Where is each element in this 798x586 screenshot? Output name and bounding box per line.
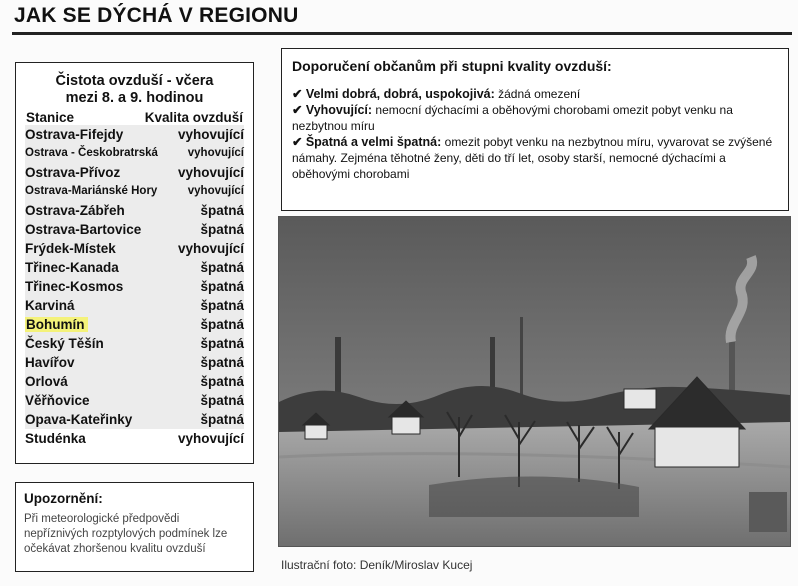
station-name: Karviná: [25, 296, 171, 315]
station-name: Věřňovice: [25, 391, 171, 410]
station-name: Třinec-Kanada: [25, 258, 171, 277]
quality-value: špatná: [171, 353, 244, 372]
col-quality-header: Kvalita ovzduší: [144, 110, 243, 125]
air-quality-box: [15, 62, 254, 464]
warning-box: [15, 482, 254, 572]
table-row: [25, 353, 244, 372]
station-name-highlighted: [25, 315, 171, 334]
station-name: Ostrava-Přívoz: [25, 163, 171, 182]
check-icon: ✔: [292, 103, 303, 117]
table-row: [25, 296, 244, 315]
table-row: [25, 125, 244, 144]
warning-text: Při meteorologické předpovědi nepříznivých rozptylových podmínek lze očekávat zhoršenou kvalitu ovzduší: [24, 513, 228, 555]
recommendation-title: Doporučení občanům při stupni kvality ovzduší:: [292, 58, 612, 74]
quality-value: vyhovující: [171, 163, 244, 182]
quality-value: špatná: [171, 277, 244, 296]
air-quality-title-line2: mezi 8. a 9. hodinou: [65, 90, 204, 106]
photo-credit: Ilustrační foto: Deník/Miroslav Kucej: [281, 558, 473, 572]
station-name: Třinec-Kosmos: [25, 277, 171, 296]
quality-value: špatná: [171, 334, 244, 353]
table-row: [25, 239, 244, 258]
quality-value: špatná: [171, 391, 244, 410]
recommendation-item: [292, 86, 774, 102]
air-quality-title-line1: Čistota ovzduší - včera: [55, 73, 214, 89]
air-quality-table: [25, 125, 244, 448]
quality-value: špatná: [171, 220, 244, 239]
table-row: [25, 182, 244, 201]
table-row: [25, 277, 244, 296]
col-station-header: Stanice: [26, 110, 75, 125]
table-row: [25, 372, 244, 391]
quality-value: špatná: [171, 201, 244, 220]
table-row: [25, 410, 244, 429]
quality-value: vyhovující: [177, 430, 244, 446]
station-name: Ostrava - Českobratrská: [25, 144, 171, 163]
table-header: [16, 110, 253, 125]
table-row: [25, 429, 244, 448]
warning-title: Upozornění:: [24, 491, 103, 506]
recommendation-text: žádná omezení: [498, 87, 581, 101]
recommendation-box: [281, 48, 789, 211]
highlighted-station: Bohumín: [25, 317, 88, 332]
air-quality-title: [16, 73, 253, 107]
table-row: [25, 163, 244, 182]
table-row: [25, 315, 244, 334]
station-name: Opava-Kateřinky: [25, 410, 171, 429]
headline-rule: [12, 32, 792, 35]
station-name: Ostrava-Zábřeh: [25, 201, 171, 220]
table-row: [25, 144, 244, 163]
table-row: [25, 220, 244, 239]
station-name: Frýdek-Místek: [25, 239, 171, 258]
table-row: [25, 258, 244, 277]
quality-value: špatná: [171, 372, 244, 391]
station-name: Studénka: [25, 430, 86, 446]
quality-value: špatná: [171, 410, 244, 429]
station-name: Ostrava-Mariánské Hory: [25, 182, 171, 201]
quality-value: špatná: [171, 258, 244, 277]
recommendation-label: Velmi dobrá, dobrá, uspokojivá:: [305, 87, 495, 101]
quality-value: špatná: [171, 296, 244, 315]
recommendation-label: Špatná a velmi špatná:: [305, 135, 442, 149]
check-icon: ✔: [292, 87, 303, 101]
quality-value: špatná: [171, 315, 244, 334]
quality-value: vyhovující: [171, 144, 244, 163]
station-name: Český Těšín: [25, 334, 171, 353]
recommendation-text: omezit pobyt venku na nezbytnou míru, vyvarovat se zvýšené námahy. Zejména těhotné ženy, děti do tří let, osoby starší, nemocné dýchacími a oběhovými chorobami: [292, 135, 773, 181]
table-row: [25, 201, 244, 220]
quality-value: vyhovující: [171, 125, 244, 144]
landscape-photo: [278, 216, 791, 547]
station-name: Ostrava-Fifejdy: [25, 125, 171, 144]
station-name: Havířov: [25, 353, 171, 372]
station-name: Ostrava-Bartovice: [25, 220, 171, 239]
table-row: [25, 334, 244, 353]
recommendation-label: Vyhovující:: [305, 103, 373, 117]
recommendation-item: [292, 102, 774, 134]
table-row: [25, 391, 244, 410]
quality-value: vyhovující: [171, 182, 244, 201]
check-icon: ✔: [292, 135, 303, 149]
station-name: Orlová: [25, 372, 171, 391]
quality-value: vyhovující: [171, 239, 244, 258]
recommendation-text: nemocní dýchacími a oběhovými chorobami omezit pobyt venku na nezbytnou míru: [292, 103, 733, 133]
headline: JAK SE DÝCHÁ V REGIONU: [14, 4, 299, 27]
recommendation-item: [292, 134, 774, 182]
